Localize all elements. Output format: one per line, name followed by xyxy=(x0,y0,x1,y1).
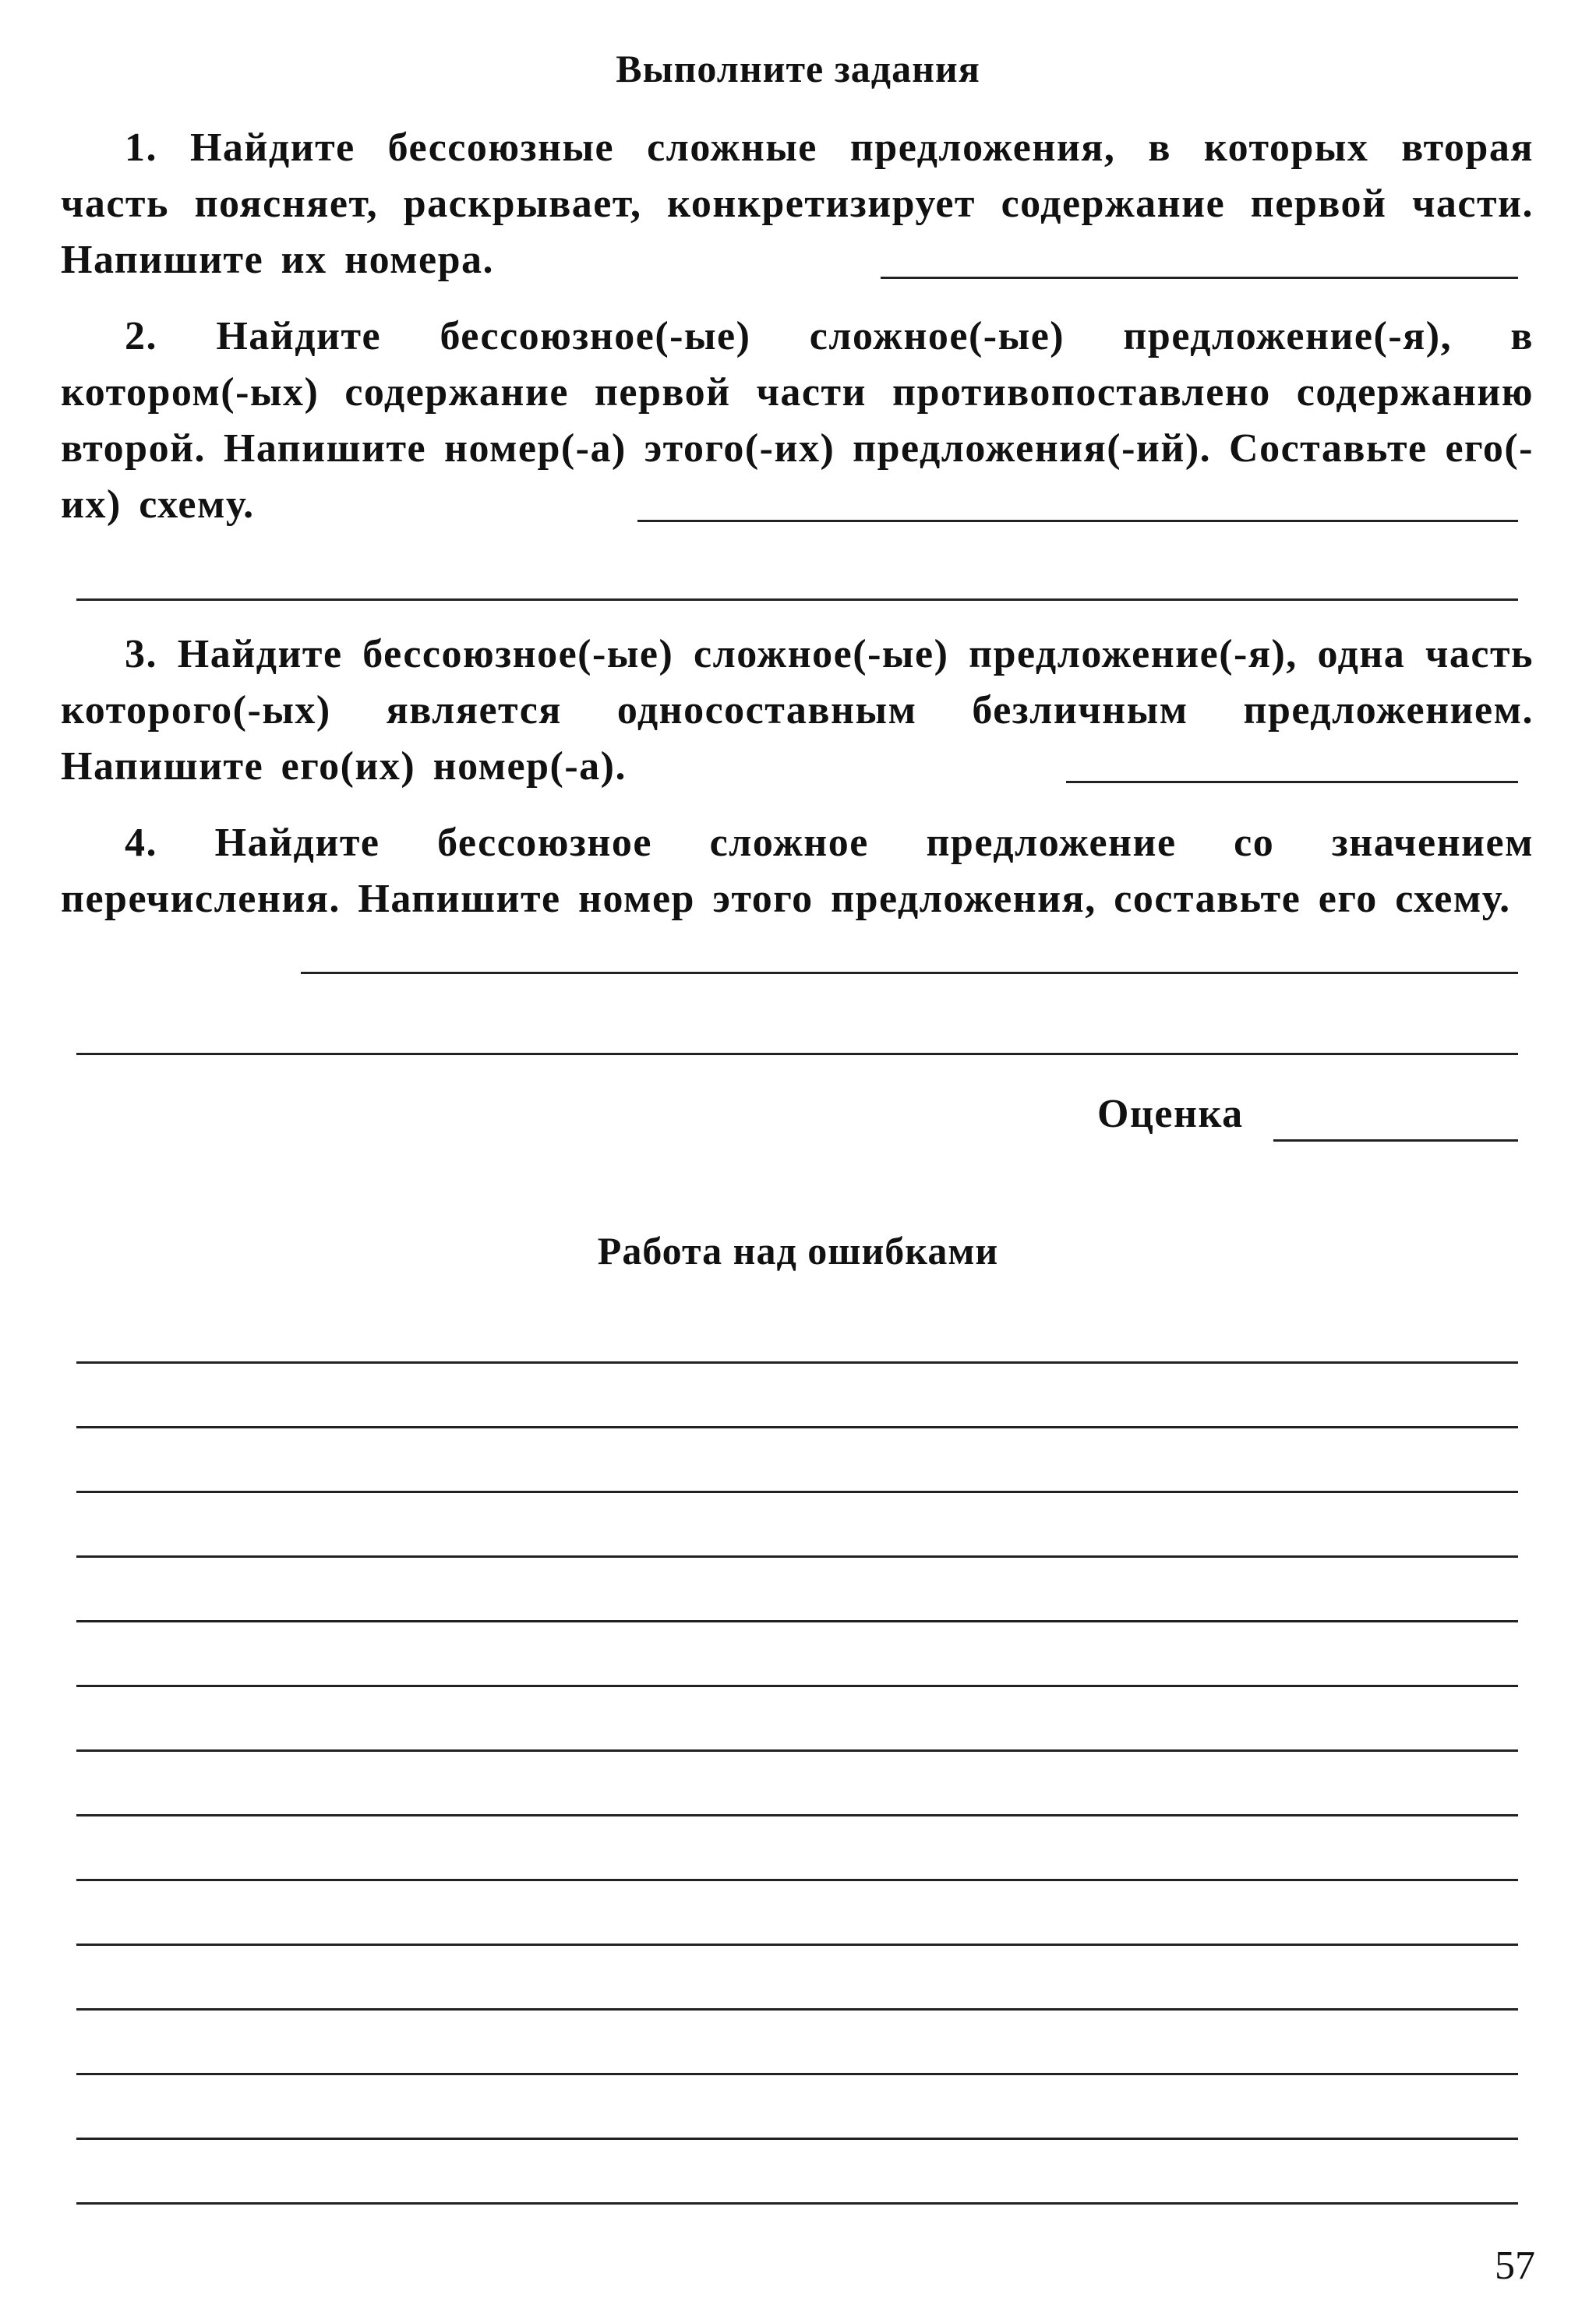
grade-label: Оценка xyxy=(1097,1092,1244,1136)
answer-line-task-4[interactable] xyxy=(301,972,1518,974)
corrections-line-3[interactable] xyxy=(76,1491,1518,1493)
answer-line-task-3[interactable] xyxy=(1066,781,1518,783)
corrections-line-4[interactable] xyxy=(76,1555,1518,1558)
answer-line-task-2-extra[interactable] xyxy=(76,598,1518,601)
corrections-line-2[interactable] xyxy=(76,1426,1518,1428)
task-2: 2. Найдите бессоюзное(-ые) сложное(-ые) предложение(-я), в котором(-ых) содержание первой части противопоставлено содержанию второй. Напишите номер(-а) этого(-их) предложения(-ий). Составьте его(-их) схему. xyxy=(61,314,1534,527)
corrections-line-1[interactable] xyxy=(76,1361,1518,1364)
corrections-line-14[interactable] xyxy=(76,2202,1518,2205)
task-1: 1. Найдите бессоюзные сложные предложения, в которых вторая часть поясняет, раскрывает, конкретизирует содержание первой части. Напишите их номера. xyxy=(61,125,1534,282)
task-3: 3. Найдите бессоюзное(-ые) сложное(-ые) предложение(-я), одна часть которого(-ых) является односоставным безличным предложением. Напишите его(их) номер(-а). xyxy=(61,632,1534,789)
corrections-line-10[interactable] xyxy=(76,1944,1518,1946)
answer-line-task-4-extra[interactable] xyxy=(76,1053,1518,1055)
corrections-title: Работа над ошибками xyxy=(597,1229,999,1273)
grade-line[interactable] xyxy=(1273,1139,1518,1142)
corrections-line-6[interactable] xyxy=(76,1685,1518,1687)
corrections-line-12[interactable] xyxy=(76,2073,1518,2075)
page-title: Выполните задания xyxy=(616,47,980,90)
corrections-line-5[interactable] xyxy=(76,1620,1518,1622)
answer-line-task-2[interactable] xyxy=(637,520,1518,522)
corrections-line-7[interactable] xyxy=(76,1749,1518,1752)
answer-line-task-1[interactable] xyxy=(881,277,1518,279)
corrections-line-11[interactable] xyxy=(76,2008,1518,2011)
corrections-line-9[interactable] xyxy=(76,1879,1518,1881)
task-4: 4. Найдите бессоюзное сложное предложение со значением перечисления. Напишите номер этого предложения, составьте его схему. xyxy=(61,821,1534,921)
corrections-line-13[interactable] xyxy=(76,2138,1518,2140)
corrections-line-8[interactable] xyxy=(76,1814,1518,1816)
page-number: 57 xyxy=(1495,2244,1535,2288)
